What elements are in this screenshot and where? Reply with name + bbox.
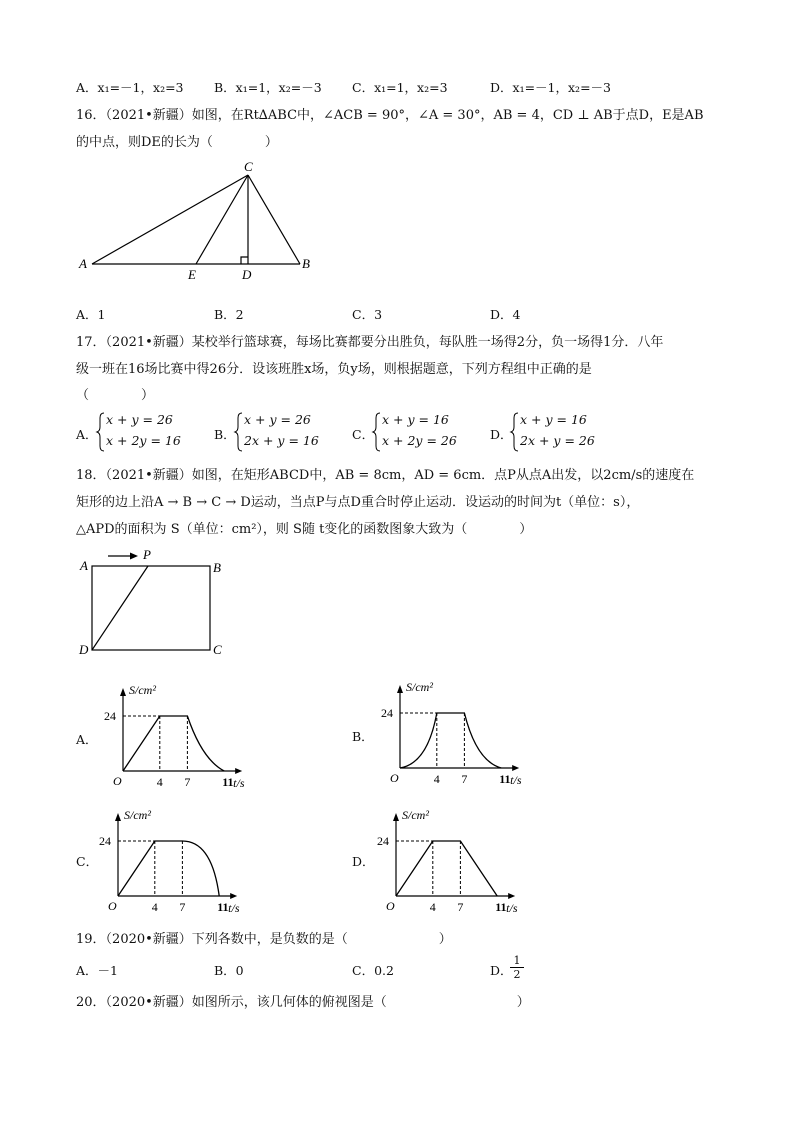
q16-label-b: B xyxy=(302,256,310,271)
q17-option-eq2: 2x + y = 26 xyxy=(520,433,595,448)
tick-11: 11 xyxy=(499,772,511,786)
q17-option-letter: B． xyxy=(214,427,236,442)
q18-stem-line3: △APD的面积为 S（单位：cm²），则 S随 t变化的函数图象大致为（ ） xyxy=(76,522,533,537)
q18-graph-b xyxy=(397,685,519,771)
brace-icon xyxy=(372,412,382,452)
q16-label-e: E xyxy=(188,267,196,282)
label-24: 24 xyxy=(377,834,389,848)
q17-stem-line3: （ ） xyxy=(76,388,155,403)
tick-11: 11 xyxy=(217,900,229,914)
origin-label: O xyxy=(390,771,399,785)
q18-graph-c xyxy=(115,813,237,899)
q18-graph-d xyxy=(393,813,515,899)
brace-icon xyxy=(234,412,244,452)
q15-option-c[interactable]: C．x₁=1，x₂=3 xyxy=(352,80,448,95)
q16-label-c: C xyxy=(244,159,253,174)
q18-option-c[interactable]: C． xyxy=(76,854,99,869)
q16-stem-line1: 16．（2021•新疆）如图，在Rt∆ABC中，∠ACB = 90°，∠A = 30°，AB = 4，CD ⊥ AB于点D，E是AB xyxy=(76,108,704,123)
label-24: 24 xyxy=(381,706,393,720)
q15-option-b[interactable]: B．x₁=1，x₂=－3 xyxy=(214,80,322,95)
label-24: 24 xyxy=(99,834,111,848)
tick-7: 7 xyxy=(184,775,191,789)
q18-label-b: B xyxy=(213,560,221,575)
tick-7: 7 xyxy=(457,900,464,914)
q15-option-a[interactable]: A．x₁=－1，x₂=3 xyxy=(76,80,184,95)
x-axis-label: t/s xyxy=(228,901,240,915)
q17-option-eq1: x + y = 26 xyxy=(244,412,311,427)
graph-curve xyxy=(118,841,219,896)
tick-4: 4 xyxy=(433,772,440,786)
brace-icon xyxy=(96,412,106,452)
y-axis-label: S/cm² xyxy=(124,808,151,822)
q17-option-eq2: x + 2y = 26 xyxy=(382,433,457,448)
q16-option-c[interactable]: C．3 xyxy=(352,307,383,322)
y-axis-label: S/cm² xyxy=(406,680,433,694)
x-axis-label: t/s xyxy=(506,901,518,915)
q19-fraction xyxy=(510,954,524,981)
q17-option-eq2: x + 2y = 16 xyxy=(106,433,181,448)
tick-11: 11 xyxy=(495,900,507,914)
q19-option-b[interactable]: B．0 xyxy=(214,963,244,978)
tick-7: 7 xyxy=(179,900,186,914)
q19-option-a[interactable]: A．－1 xyxy=(76,963,118,978)
q19-stem: 19．（2020•新疆）下列各数中，是负数的是（ ） xyxy=(76,932,452,947)
q17-option-letter: D． xyxy=(490,427,513,442)
x-axis-label: t/s xyxy=(510,773,522,787)
tick-4: 4 xyxy=(429,900,436,914)
q18-label-c: C xyxy=(213,642,222,657)
q17-option-letter: A． xyxy=(76,427,98,442)
label-24: 24 xyxy=(104,709,116,723)
q18-label-d: D xyxy=(79,642,89,657)
tick-4: 4 xyxy=(156,775,163,789)
q17-stem-line2: 级一班在16场比赛中得26分．设该班胜x场，负y场，则根据题意，下列方程组中正确的是 xyxy=(76,362,592,377)
q18-option-a[interactable]: A． xyxy=(76,732,98,747)
q16-option-a[interactable]: A．1 xyxy=(76,307,106,322)
x-axis-label: t/s xyxy=(233,776,245,790)
tick-7: 7 xyxy=(461,772,468,786)
q16-option-b[interactable]: B．2 xyxy=(214,307,244,322)
q18-label-a: A xyxy=(80,558,88,573)
q17-option-eq2: 2x + y = 16 xyxy=(244,433,319,448)
q15-option-d[interactable]: D．x₁=－1，x₂=－3 xyxy=(490,80,611,95)
q17-option-letter: C． xyxy=(352,427,375,442)
q16-option-d[interactable]: D．4 xyxy=(490,307,521,322)
q18-option-b[interactable]: B． xyxy=(352,729,374,744)
q16-label-d: D xyxy=(242,267,252,282)
fraction-denominator: 2 xyxy=(510,967,524,981)
brace-icon xyxy=(510,412,520,452)
q17-option-eq1: x + y = 16 xyxy=(382,412,449,427)
q16-stem-line2: 的中点，则DE的长为（ ） xyxy=(76,135,278,150)
q19-option-c[interactable]: C．0.2 xyxy=(352,963,394,978)
q18-label-p: P xyxy=(143,547,151,562)
origin-label: O xyxy=(108,899,117,913)
q17-option-eq1: x + y = 16 xyxy=(520,412,587,427)
q20-stem: 20．（2020•新疆）如图所示，该几何体的俯视图是（ ） xyxy=(76,995,530,1010)
q18-stem-line1: 18．（2021•新疆）如图，在矩形ABCD中，AB = 8cm，AD = 6cm．点P从点A出发，以2cm/s的速度在 xyxy=(76,468,695,483)
q19-option-d[interactable]: D． xyxy=(490,963,513,978)
graph-curve xyxy=(400,713,501,768)
q17-option-eq1: x + y = 26 xyxy=(106,412,173,427)
tick-4: 4 xyxy=(151,900,158,914)
q18-graph-a xyxy=(120,688,242,774)
q16-label-a: A xyxy=(79,256,87,271)
tick-11: 11 xyxy=(222,775,234,789)
graph-curve xyxy=(123,716,224,771)
graph-curve xyxy=(396,841,497,896)
q17-stem-line1: 17．（2021•新疆）某校举行篮球赛，每场比赛都要分出胜负，每队胜一场得2分，负一场得1分．八年 xyxy=(76,335,664,350)
origin-label: O xyxy=(386,899,395,913)
origin-label: O xyxy=(113,774,122,788)
y-axis-label: S/cm² xyxy=(402,808,429,822)
q18-option-d[interactable]: D． xyxy=(352,854,375,869)
y-axis-label: S/cm² xyxy=(129,683,156,697)
fraction-numerator: 1 xyxy=(513,954,521,967)
q18-stem-line2: 矩形的边上沿A → B → C → D运动，当点P与点D重合时停止运动．设运动的时间为t（单位：s）， xyxy=(76,495,640,510)
